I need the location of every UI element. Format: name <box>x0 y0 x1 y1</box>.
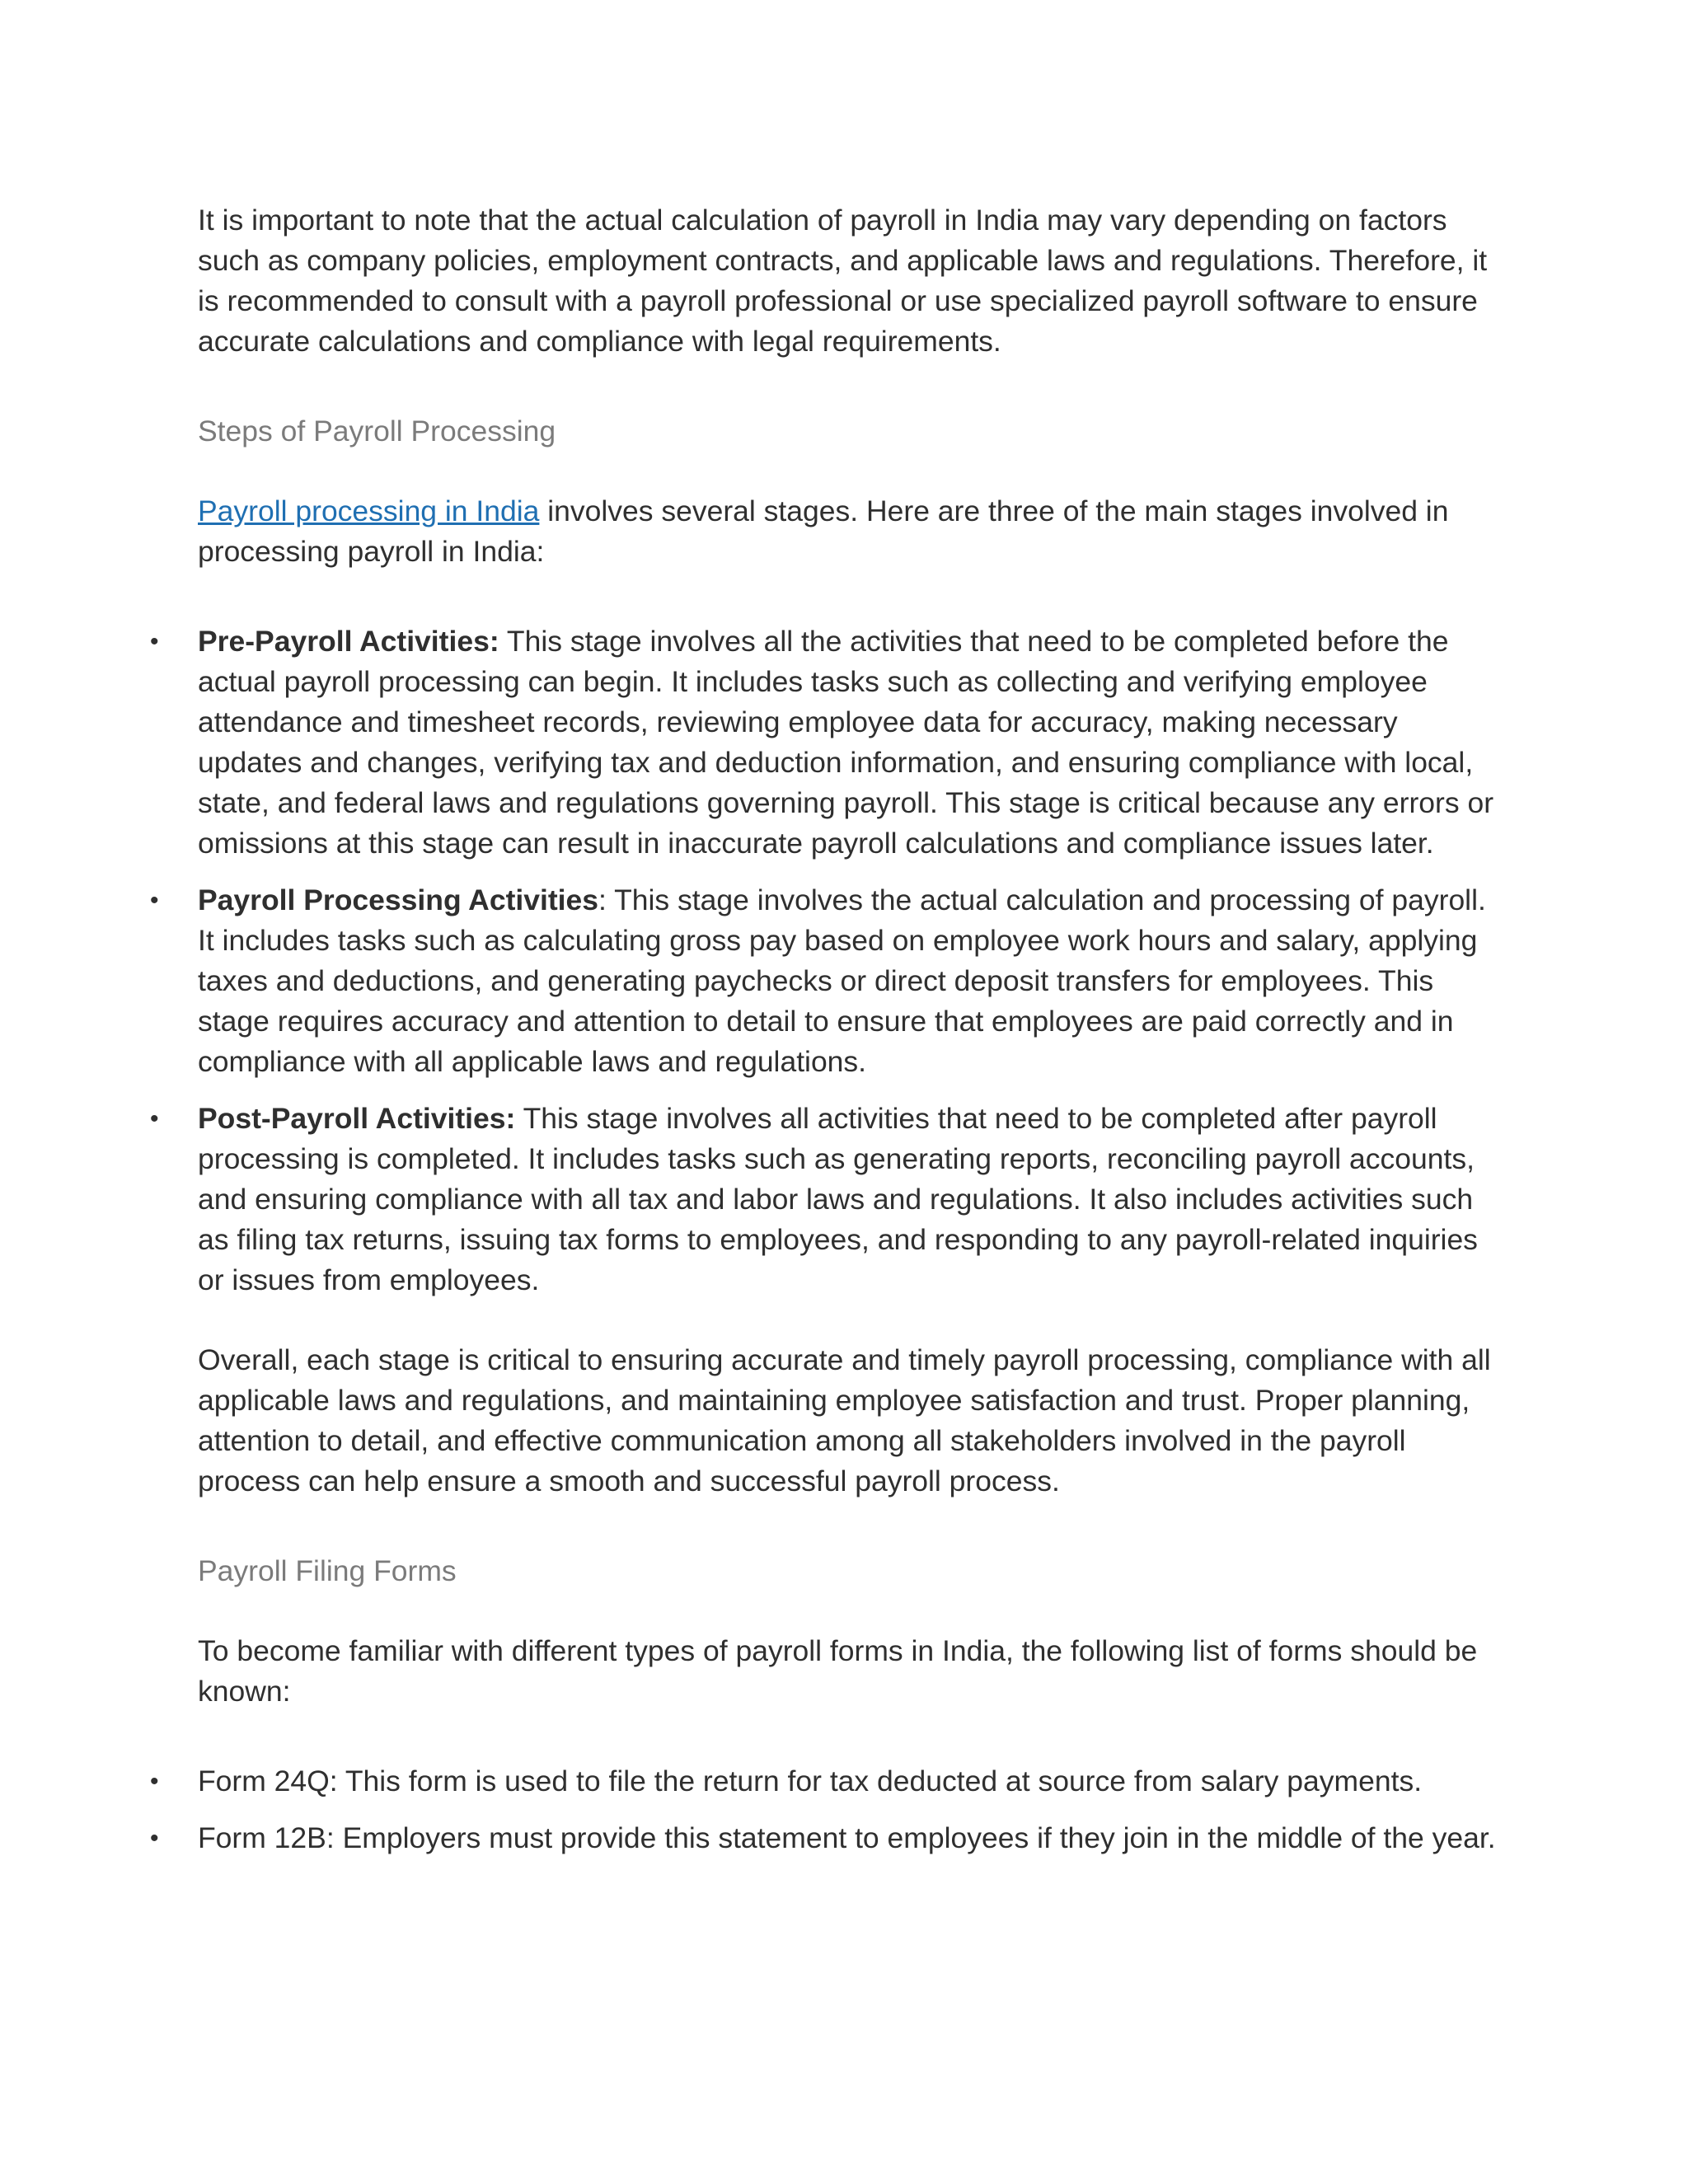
forms-intro-paragraph: To become familiar with different types of payroll forms in India, the following list of forms should be known: <box>198 1634 1478 1708</box>
form-description: Form 12B: Employers must provide this statement to employees if they join in the middle of the year. <box>198 1821 1496 1854</box>
intro-paragraph: It is important to note that the actual calculation of payroll in India may vary depending on factors such as company policies, employment contracts, and applicable laws and regulations. Therefore, it is recommended to consult with a payroll professional or use specialized payroll software to ensure accurate calculations and compliance with legal requirements. <box>198 204 1488 358</box>
steps-lead-paragraph <box>198 491 1504 572</box>
forms-list <box>150 1761 1504 1858</box>
list-item <box>150 880 1504 1082</box>
bullet-icon: • <box>150 1105 159 1132</box>
bullet-icon: • <box>150 1768 159 1795</box>
list-item <box>150 1818 1504 1858</box>
stage-term: Post-Payroll Activities: <box>198 1102 516 1135</box>
list-item <box>150 1099 1504 1301</box>
stage-term: Payroll Processing Activities <box>198 883 599 916</box>
section-heading-forms: Payroll Filing Forms <box>198 1554 457 1587</box>
stage-description: : This stage involves the actual calculation and processing of payroll. It includes tasks such as calculating gross pay based on employee work hours and salary, applying taxes and deductions, and generating paychecks or direct deposit transfers for employees. This stage requires accuracy and attention to detail to ensure that employees are paid correctly and in compliance with all applicable laws and regulations. <box>198 883 1486 1078</box>
bullet-icon: • <box>150 1825 159 1852</box>
payroll-processing-link[interactable]: Payroll processing in India <box>198 494 540 527</box>
stages-list <box>150 621 1504 1301</box>
form-description: Form 24Q: This form is used to file the return for tax deducted at source from salary payments. <box>198 1765 1423 1797</box>
steps-lead-text: involves several stages. Here are three of the main stages involved in processing payroll in India: <box>198 494 1449 568</box>
summary-paragraph: Overall, each stage is critical to ensuring accurate and timely payroll processing, compliance with all applicable laws and regulations, and maintaining employee satisfaction and trust. Proper planning, attention to detail, and effective communication among all stakeholders involved in the payroll process can help ensure a smooth and successful payroll process. <box>198 1343 1491 1497</box>
section-heading-steps: Steps of Payroll Processing <box>198 415 556 448</box>
stage-description: This stage involves all activities that need to be completed after payroll processing is completed. It includes tasks such as generating reports, reconciling payroll accounts, and ensuring compliance with all tax and labor laws and regulations. It also includes activities such as filing tax returns, issuing tax forms to employees, and responding to any payroll-related inquiries or issues from employees. <box>198 1102 1478 1296</box>
bullet-icon: • <box>150 887 159 914</box>
list-item <box>150 621 1504 864</box>
bullet-icon: • <box>150 628 159 655</box>
stage-description: This stage involves all the activities that need to be completed before the actual payroll processing can begin. It includes tasks such as collecting and verifying employee attendance and timesheet records, reviewing employee data for accuracy, making necessary updates and changes, verifying tax and deduction information, and ensuring compliance with local, state, and federal laws and regulations governing payroll. This stage is critical because any errors or omissions at this stage can result in inaccurate payroll calculations and compliance issues later. <box>198 625 1494 860</box>
document-page <box>150 200 1504 1858</box>
stage-term: Pre-Payroll Activities: <box>198 625 499 658</box>
list-item <box>150 1761 1504 1802</box>
